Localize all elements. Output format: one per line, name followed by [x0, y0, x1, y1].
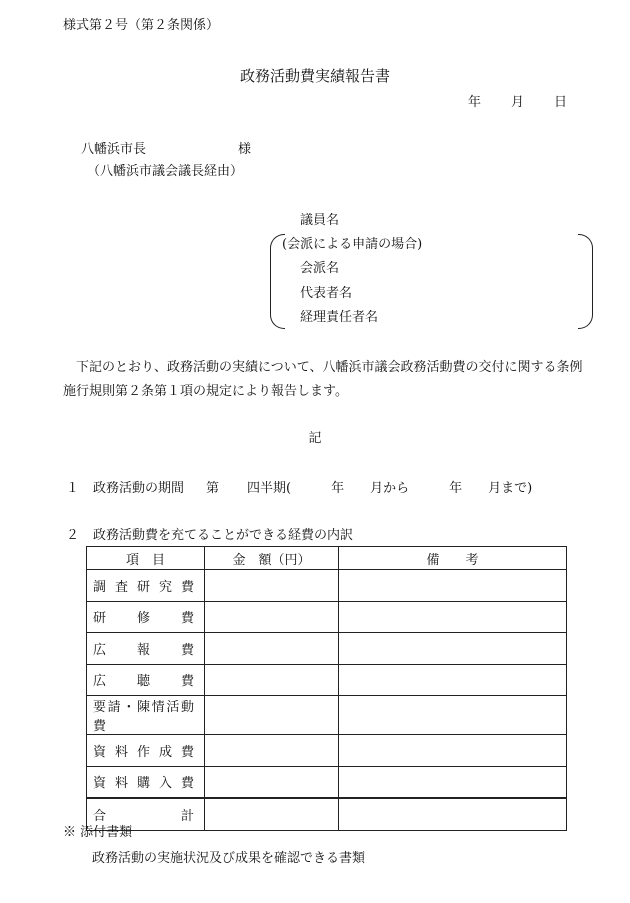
attachments-item: 政務活動の実施状況及び成果を確認できる書類 [92, 851, 366, 866]
amount-cell [205, 601, 339, 633]
period-year-from: 年 [331, 481, 345, 496]
section1-number: １ [66, 481, 80, 496]
total-remarks-cell [339, 798, 567, 830]
remarks-cell [339, 696, 567, 735]
total-label: 合計 [87, 798, 205, 830]
table-row [87, 735, 567, 767]
period-year-to: 年 [449, 481, 463, 496]
amount-cell [205, 735, 339, 767]
addressee-name: 八幡浜市長 [81, 142, 147, 157]
header-item: 項 目 [87, 547, 205, 570]
group-name-label: 会派名 [300, 261, 340, 276]
addressee [81, 143, 251, 156]
member-name-label: 議員名 [300, 213, 340, 228]
table-row [87, 696, 567, 735]
table-header-row [87, 547, 567, 570]
amount-cell [205, 664, 339, 696]
period-month-to: 月まで) [488, 481, 533, 496]
amount-cell [205, 766, 339, 798]
activity-period-line [66, 482, 532, 495]
row-label: 広聴費 [87, 664, 205, 696]
date-month: 月 [511, 95, 525, 110]
header-amount: 金 額（円） [205, 547, 339, 570]
remarks-cell [339, 735, 567, 767]
expense-table [86, 546, 567, 831]
section1-label: 政務活動の期間 [93, 481, 185, 496]
row-label: 研修費 [87, 601, 205, 633]
addressee-via: （八幡浜市議会議長経由） [87, 164, 244, 179]
body-text: 下記のとおり、政務活動の実績について、八幡浜市議会政務活動費の交付に関する条例施行規則第２条第１項の規定により報告します。 [63, 360, 583, 399]
table-total-row [87, 798, 567, 830]
section2-label: 政務活動費を充てることができる経費の内訳 [93, 528, 354, 543]
remarks-cell [339, 766, 567, 798]
table-row [87, 766, 567, 798]
form-number: 様式第２号（第２条関係） [63, 18, 220, 33]
amount-cell [205, 696, 339, 735]
remarks-cell [339, 664, 567, 696]
group-application-note: (会派による申請の場合) [282, 237, 423, 252]
date-line [468, 96, 567, 109]
row-label: 調査研究費 [87, 570, 205, 602]
table-row [87, 570, 567, 602]
remarks-cell [339, 633, 567, 665]
period-month-from: 月から [370, 481, 410, 496]
document-title: 政務活動費実績報告書 [239, 67, 390, 85]
attachments-title: ※ 添付書類 [63, 825, 133, 840]
remarks-cell [339, 601, 567, 633]
header-remarks: 備 考 [339, 547, 567, 570]
treasurer-name-label: 経理責任者名 [300, 310, 379, 325]
remarks-cell [339, 570, 567, 602]
addressee-suffix: 様 [238, 142, 252, 157]
table-row [87, 633, 567, 665]
section2-number: ２ [66, 528, 80, 543]
representative-name-label: 代表者名 [300, 286, 353, 301]
date-year: 年 [468, 95, 482, 110]
section2-title [66, 529, 353, 542]
row-label: 資料購入費 [87, 766, 205, 798]
row-label: 要請・陳情活動費 [87, 696, 205, 735]
row-label: 広報費 [87, 633, 205, 665]
quarter-dai: 第 [206, 481, 220, 496]
quarter-label: 四半期( [247, 481, 292, 496]
table-row [87, 664, 567, 696]
ki-heading: 記 [308, 431, 322, 446]
bracket-right [578, 234, 593, 329]
table-row [87, 601, 567, 633]
amount-cell [205, 570, 339, 602]
amount-cell [205, 633, 339, 665]
total-amount-cell [205, 798, 339, 830]
date-day: 日 [554, 95, 568, 110]
row-label: 資料作成費 [87, 735, 205, 767]
